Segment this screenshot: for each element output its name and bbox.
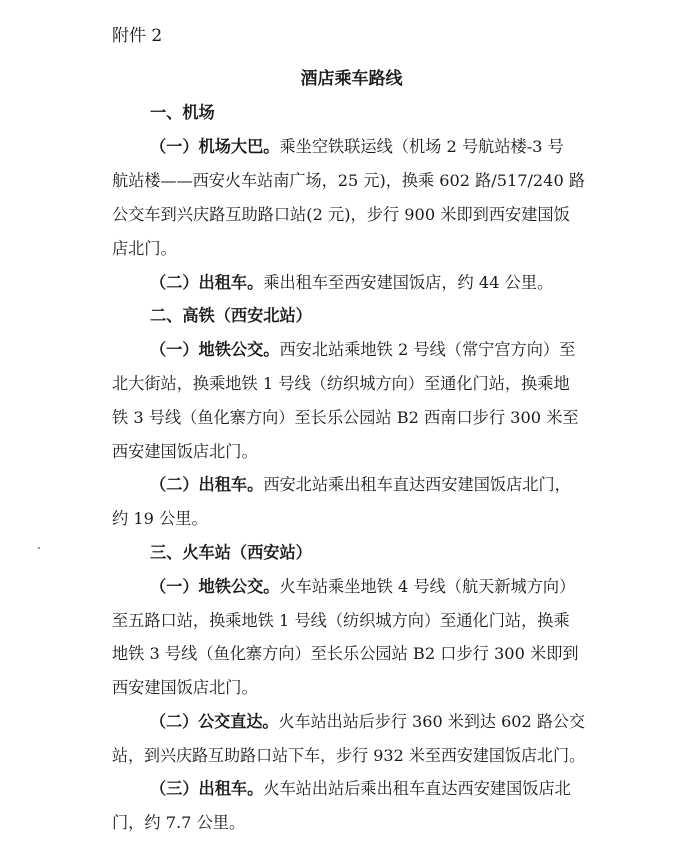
paragraph-train-metro <box>150 574 575 600</box>
paragraph-line: 西安建国饭店北门。 <box>112 442 258 461</box>
item-lead: （一）地铁公交。 <box>150 340 280 359</box>
item-text: 西安北站乘出租车直达西安建国饭店北门， <box>263 475 571 494</box>
section-heading-train-station: 三、火车站（西安站） <box>150 543 312 562</box>
paragraph-airport-bus <box>150 134 564 160</box>
item-lead: （二）出租车。 <box>150 475 264 494</box>
item-lead: （二）出租车。 <box>150 273 264 292</box>
paragraph-train-taxi <box>150 776 571 802</box>
paragraph-hsr-metro <box>150 337 575 363</box>
item-lead: （三）出租车。 <box>150 779 264 798</box>
item-text: 乘坐空铁联运线（机场 2 号航站楼-3 号 <box>279 137 564 156</box>
paragraph-line: 西安建国饭店北门。 <box>112 678 258 697</box>
paragraph-line: 门，约 7.7 公里。 <box>112 813 246 832</box>
attachment-label: 附件 2 <box>112 26 163 46</box>
scan-speck <box>38 547 40 549</box>
paragraph-airport-taxi <box>150 270 553 296</box>
paragraph-line: 约 19 公里。 <box>112 509 208 528</box>
paragraph-line: 公交车到兴庆路互助路口站(2 元)，步行 900 米即到西安建国饭 <box>112 205 570 224</box>
item-text: 火车站出站后乘出租车直达西安建国饭店北 <box>263 779 571 798</box>
section-heading-airport: 一、机场 <box>150 103 215 122</box>
paragraph-line: 铁 3 号线（鱼化寨方向）至长乐公园站 B2 西南口步行 300 米至 <box>112 408 579 427</box>
item-text: 西安北站乘地铁 2 号线（常宁宫方向）至 <box>279 340 576 359</box>
item-lead: （一）机场大巴。 <box>150 137 280 156</box>
item-lead: （一）地铁公交。 <box>150 577 280 596</box>
item-text: 火车站出站后步行 360 米到达 602 路公交 <box>278 712 585 731</box>
paragraph-line: 航站楼——西安火车站南广场，25 元)，换乘 602 路/517/240 路 <box>112 171 585 190</box>
paragraph-hsr-taxi <box>150 472 571 498</box>
item-text: 火车站乘坐地铁 4 号线（航天新城方向） <box>279 577 576 596</box>
paragraph-line: 地铁 3 号线（鱼化寨方向）至长乐公园站 B2 口步行 300 米即到 <box>112 644 579 663</box>
item-lead: （二）公交直达。 <box>150 712 279 731</box>
section-heading-high-speed-rail: 二、高铁（西安北站） <box>150 306 312 325</box>
paragraph-line: 北大街站，换乘地铁 1 号线（纺织城方向）至通化门站，换乘地 <box>112 374 570 393</box>
document-title: 酒店乘车路线 <box>300 69 403 89</box>
paragraph-line: 站，到兴庆路互助路口站下车，步行 932 米至西安建国饭店北门。 <box>112 746 585 765</box>
item-text: 乘出租车至西安建国饭店，约 44 公里。 <box>263 273 554 292</box>
paragraph-train-bus <box>150 709 585 735</box>
paragraph-line: 至五路口站，换乘地铁 1 号线（纺织城方向）至通化门站，换乘 <box>112 611 570 630</box>
paragraph-line: 店北门。 <box>112 239 177 258</box>
